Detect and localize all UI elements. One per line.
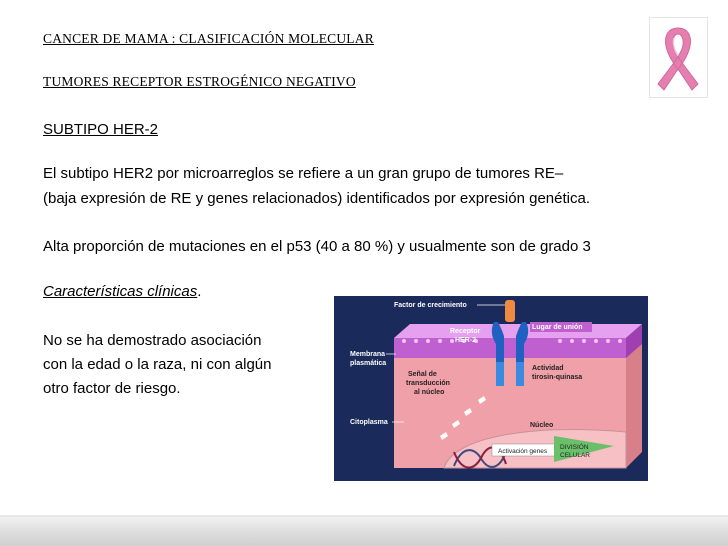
label-growth-factor: Factor de crecimiento [394, 302, 467, 309]
label-signal-3: al núcleo [414, 389, 445, 396]
label-membrane: Membrana [350, 351, 386, 358]
paragraph-3-line-1: No se ha demostrado asociación [43, 332, 262, 349]
label-activity: Actividad [532, 365, 564, 372]
section-title: SUBTIPO HER-2 [43, 121, 159, 138]
clinical-features-suffix: . [197, 283, 202, 300]
label-receptor: Receptor [450, 328, 481, 335]
paragraph-2: Alta proporción de mutaciones en el p53 (40 a 80 %) y usualmente son de grado 3 [43, 238, 591, 255]
paragraph-1-line-1: El subtipo HER2 por microarreglos se refiere a un gran grupo de tumores RE– [43, 165, 564, 182]
growth-factor-molecule [505, 300, 515, 322]
label-division: DIVISIÓN [560, 444, 589, 451]
label-signal-2: transducción [406, 380, 450, 387]
her2-receptor-diagram [334, 296, 648, 481]
label-cytoplasm: Citoplasma [350, 419, 388, 426]
slide-subheading: TUMORES RECEPTOR ESTROGÉNICO NEGATIVO [43, 74, 356, 89]
paragraph-1-line-2: (baja expresión de RE y genes relacionados) identificados por expresión genética. [43, 190, 590, 207]
paragraph-3-line-3: otro factor de riesgo. [43, 380, 181, 397]
clinical-features-link[interactable]: Características clínicas [43, 283, 198, 300]
label-gene-activation: Activación genes [498, 448, 548, 455]
paragraph-3-line-2: con la edad o la raza, ni con algún [43, 356, 272, 373]
label-division-2: CELULAR [560, 452, 590, 459]
label-activity-2: tirosin-quinasa [532, 374, 583, 381]
kinase-domain-right [516, 362, 524, 386]
label-binding-site: Lugar de unión [532, 324, 583, 331]
clinical-features-line [43, 283, 201, 300]
label-signal: Señal de [408, 371, 437, 378]
footer-band [0, 515, 728, 546]
slide-title: CANCER DE MAMA : CLASIFICACIÓN MOLECULAR [43, 31, 374, 46]
pink-ribbon-icon [650, 18, 707, 97]
cytoplasm-side [626, 340, 642, 468]
awareness-ribbon-logo [649, 17, 708, 98]
label-membrane-2: plasmática [350, 360, 387, 367]
label-nucleus: Núcleo [530, 422, 554, 429]
label-receptor-her2: HER-2 [455, 337, 477, 344]
kinase-domain-left [496, 362, 504, 386]
